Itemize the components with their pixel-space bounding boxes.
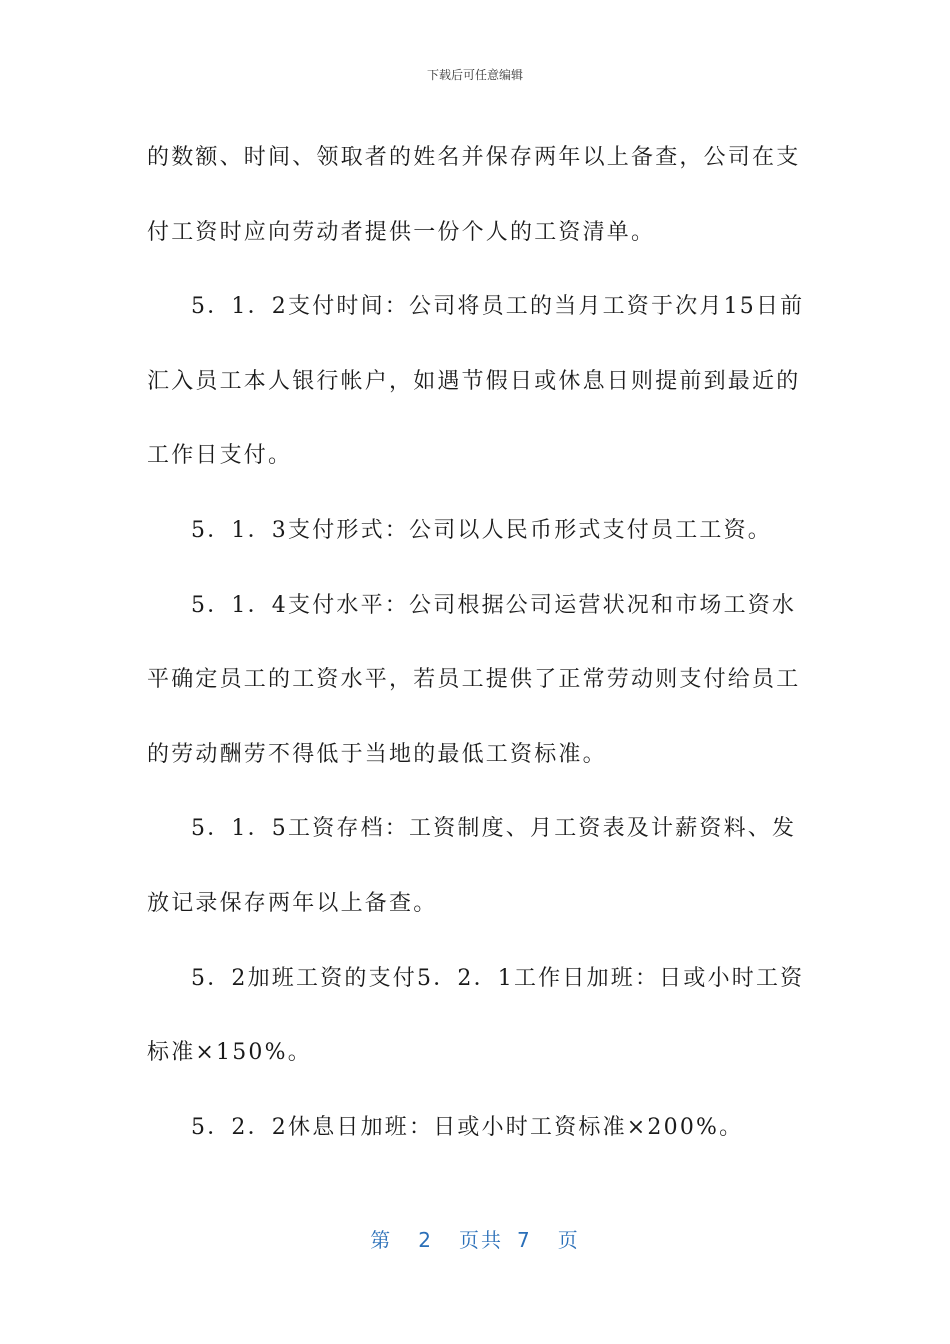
page-number: 2 bbox=[418, 1228, 433, 1252]
page-header-note: 下载后可任意编辑 bbox=[426, 68, 523, 82]
page-prefix: 第 bbox=[370, 1228, 393, 1252]
body-line: 平确定员工的工资水平，若员工提供了正常劳动则支付给员工 bbox=[147, 667, 801, 693]
body-line: 5．1．4支付水平：公司根据公司运营状况和市场工资水 bbox=[191, 592, 797, 618]
body-line: 5．1．5工资存档：工资制度、月工资表及计薪资料、发 bbox=[191, 816, 797, 842]
page-suffix: 页 bbox=[557, 1228, 580, 1252]
body-line: 5．1．3支付形式：公司以人民币形式支付员工工资。 bbox=[191, 517, 772, 543]
document-body bbox=[147, 121, 805, 1165]
body-line: 标准×150%。 bbox=[147, 1040, 312, 1066]
body-line: 汇入员工本人银行帐户，如遇节假日或休息日则提前到最近的 bbox=[147, 368, 801, 394]
body-line: 5．2．2休息日加班：日或小时工资标准×200%。 bbox=[191, 1114, 744, 1140]
body-line: 5．1．2支付时间：公司将员工的当月工资于次月15日前 bbox=[191, 294, 805, 320]
page-mid: 页共 bbox=[459, 1228, 503, 1252]
page-footer bbox=[0, 1224, 950, 1253]
body-line: 放记录保存两年以上备查。 bbox=[147, 890, 438, 916]
body-line: 的劳动酬劳不得低于当地的最低工资标准。 bbox=[147, 741, 607, 767]
page-total: 7 bbox=[517, 1228, 532, 1252]
body-line: 的数额、时间、领取者的姓名并保存两年以上备查，公司在支 bbox=[147, 145, 801, 170]
body-line: 5．2加班工资的支付5．2．1工作日加班：日或小时工资 bbox=[191, 965, 805, 991]
body-line: 付工资时应向劳动者提供一份个人的工资清单。 bbox=[147, 219, 656, 245]
body-line: 工作日支付。 bbox=[147, 443, 293, 469]
